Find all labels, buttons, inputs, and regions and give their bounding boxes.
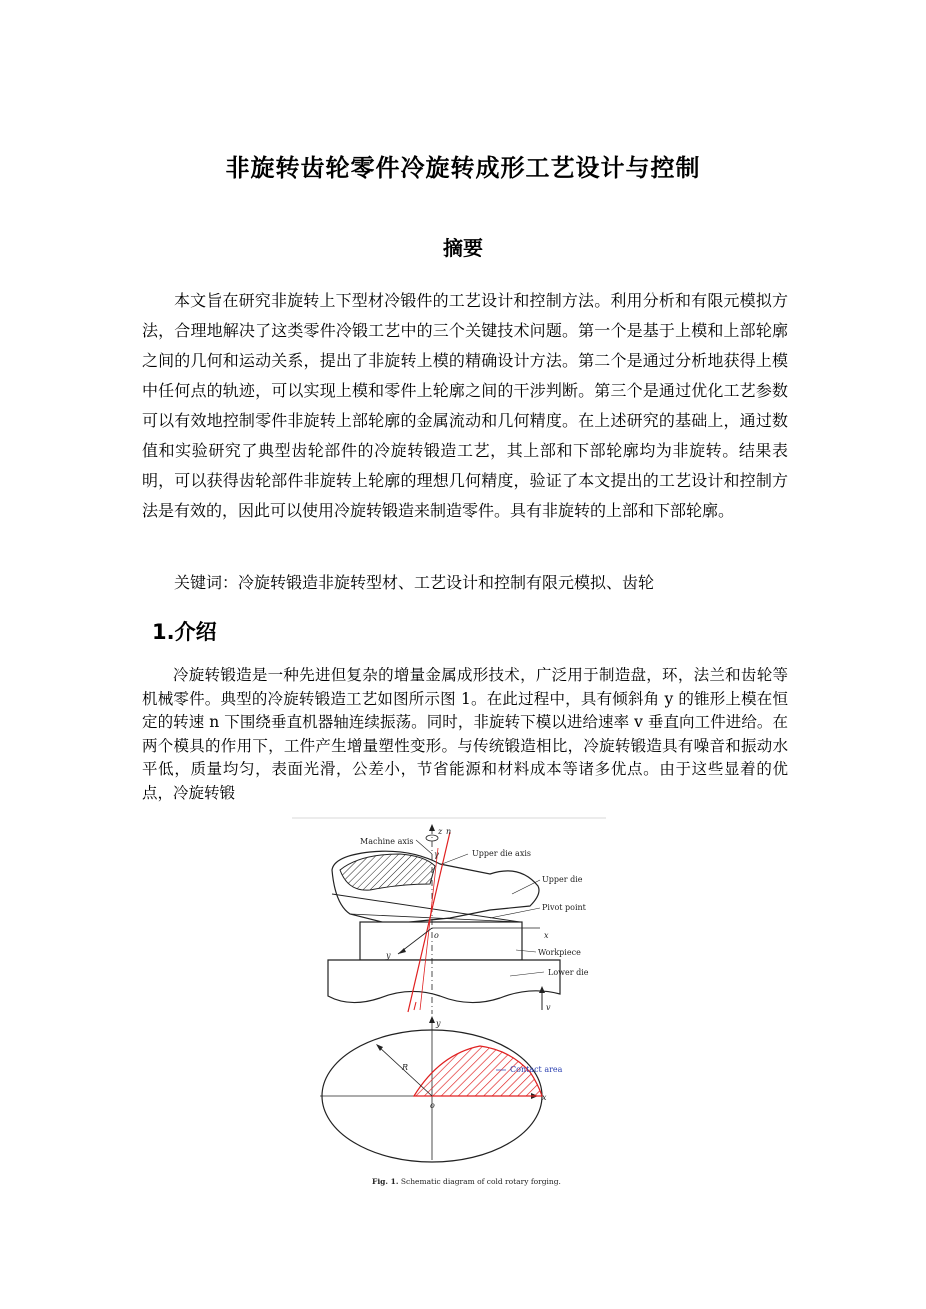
figure-caption-text: Schematic diagram of cold rotary forging. <box>398 1177 561 1186</box>
label-v: v <box>546 1003 551 1012</box>
label-workpiece: Workpiece <box>538 948 581 957</box>
paper-title: 非旋转齿轮零件冷旋转成形工艺设计与控制 <box>225 154 701 182</box>
label-R: R <box>402 1063 409 1072</box>
label-machine-axis: Machine axis <box>360 837 414 846</box>
figure-1 <box>290 814 610 1194</box>
figure-caption <box>372 1177 561 1186</box>
lower-die-shape <box>328 960 560 1003</box>
keywords-line: 关键词：冷旋转锻造非旋转型材、工艺设计和控制有限元模拟、齿轮 <box>174 573 655 592</box>
label-x-lower: x <box>542 1093 547 1102</box>
label-n: n <box>446 827 452 836</box>
label-z: z <box>438 827 443 836</box>
label-y-lower: y <box>436 1019 441 1028</box>
abstract-body <box>142 286 788 526</box>
abstract-heading: 摘要 <box>443 236 483 260</box>
label-o-upper: o <box>434 931 439 940</box>
figure-caption-number: Fig. 1. <box>372 1177 399 1186</box>
abstract-paragraph: 本文旨在研究非旋转上下型材冷锻件的工艺设计和控制方法。利用分析和有限元模拟方法，合理地解决了这类零件冷锻工艺中的三个关键技术问题。第一个是基于上模和上部轮廓之间的几何和运动关系，提出了非旋转上模的精确设计方法。第二个是通过分析地获得上模中任何点的轨迹，可以实现上模和零件上轮廓之间的干涉判断。第三个是通过优化工艺参数可以有效地控制零件非旋转上部轮廓的金属流动和几何精度。在上述研究的基础上，通过数值和实验研究了典型齿轮部件的冷旋转锻造工艺，其上部和下部轮廓均为非旋转。结果表明，可以获得齿轮部件非旋转上轮廓的理想几何精度，验证了本文提出的工艺设计和控制方法是有效的，因此可以使用冷旋转锻造来制造零件。具有非旋转的上部和下部轮廓。 <box>142 291 788 520</box>
label-y-upper: y <box>386 951 391 960</box>
label-upper-die: Upper die <box>542 875 583 884</box>
section-heading-intro: 1.介绍 <box>152 620 217 644</box>
label-contact-area: Contact area <box>510 1065 563 1074</box>
label-pivot-point: Pivot point <box>542 903 586 912</box>
label-x-upper: x <box>544 931 549 940</box>
label-gamma: γ <box>434 850 439 859</box>
label-o-lower: o <box>430 1101 435 1110</box>
intro-paragraph: 冷旋转锻造是一种先进但复杂的增量金属成形技术，广泛用于制造盘，环，法兰和齿轮等机械零件。典型的冷旋转锻造工艺如图所示图 1。在此过程中，具有倾斜角 y 的锥形上模在恒定的转速 n 下围绕垂直机器轴连续振荡。同时，非旋转下模以进给速率 v 垂直向工件进给。在两个模具的作用下，工件产生增量塑性变形。与传统锻造相比，冷旋转锻造具有噪音和振动水平低，质量均匀，表面光滑，公差小，节省能源和材料成本等诸多优点。由于这些显着的优点，冷旋转锻 <box>142 666 788 802</box>
label-upper-die-axis: Upper die axis <box>472 849 531 858</box>
label-lower-die: Lower die <box>548 968 589 977</box>
figure-1-diagram <box>290 814 610 1194</box>
